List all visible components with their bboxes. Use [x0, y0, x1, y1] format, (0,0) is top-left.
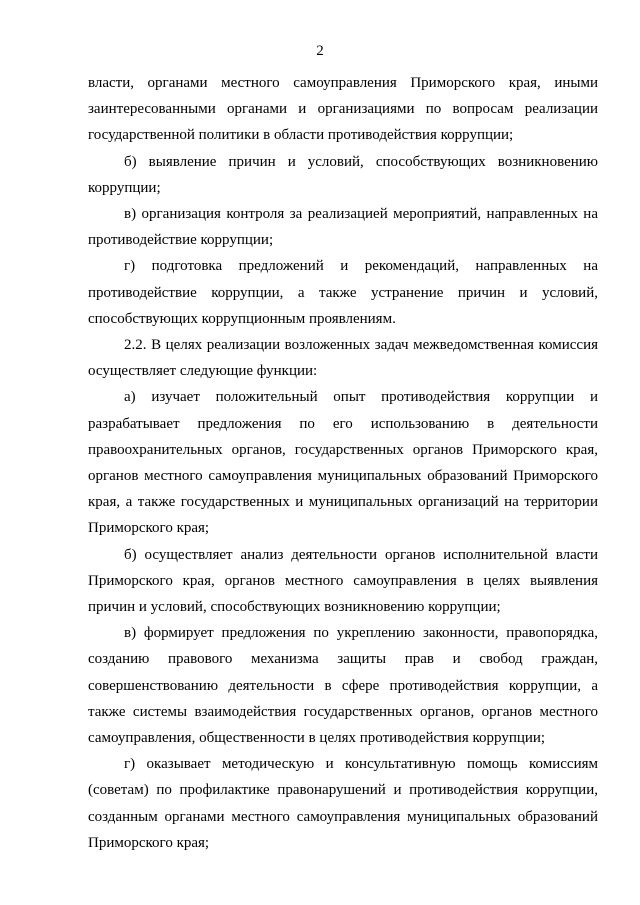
- document-body: [88, 70, 598, 856]
- page-number: 2: [316, 43, 324, 59]
- paragraph-continuation: власти, органами местного самоуправления Приморского края, иными заинтересованными органами и организациями по вопросам реализации государственной политики в области противодействия коррупции;: [88, 75, 598, 144]
- paragraph-function-g: г) оказывает методическую и консультативную помощь комиссиям (советам) по профилактике правонарушений и противодействия коррупции, созданным органами местного самоуправления муниципальных образований Приморского края;: [88, 756, 598, 851]
- paragraph-function-v: в) формирует предложения по укреплению законности, правопорядка, созданию правового механизма защиты прав и свобод граждан, совершенствованию деятельности в сфере противодействия коррупции, а также системы взаимодействия государственных органов, органов местного самоуправления, общественности в целях противодействия коррупции;: [88, 625, 598, 747]
- paragraph-function-a: а) изучает положительный опыт противодействия коррупции и разрабатывает предложения по его использованию в деятельности правоохранительных органов, государственных органов Приморского края, органов местного самоуправления муниципальных образований Приморского края, а также государственных и муниципальных организаций на территории Приморского края;: [88, 389, 598, 537]
- paragraph-section-2-2: 2.2. В целях реализации возложенных задач межведомственная комиссия осуществляет следующие функции:: [88, 337, 598, 380]
- paragraph-item-g: г) подготовка предложений и рекомендаций, направленных на противодействие коррупции, а также устранение причин и условий, способствующих коррупционным проявлениям.: [88, 258, 598, 327]
- paragraph-item-v: в) организация контроля за реализацией мероприятий, направленных на противодействие коррупции;: [88, 206, 598, 249]
- paragraph-item-b: б) выявление причин и условий, способствующих возникновению коррупции;: [88, 153, 598, 196]
- paragraph-function-b: б) осуществляет анализ деятельности органов исполнительной власти Приморского края, органов местного самоуправления в целях выявления причин и условий, способствующих возникновению коррупции;: [88, 546, 598, 616]
